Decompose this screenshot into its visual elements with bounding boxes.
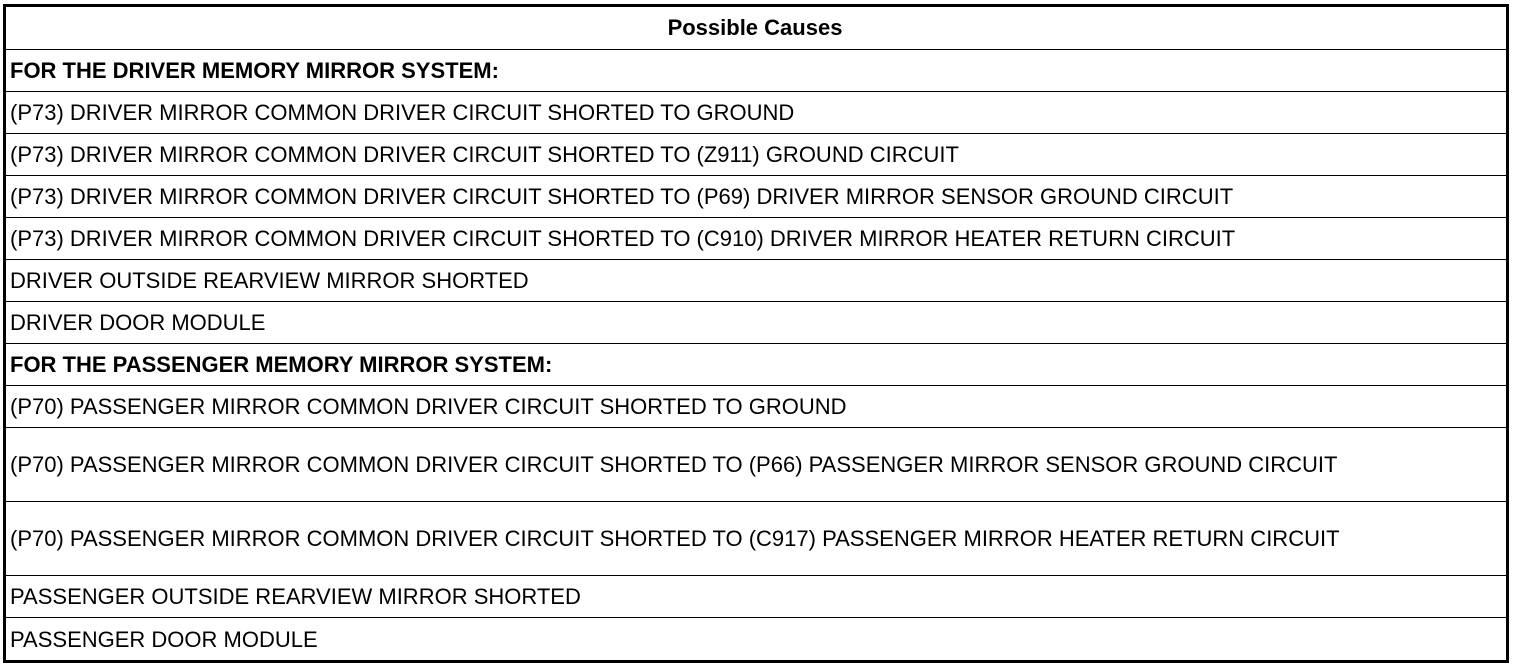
table-row [6,133,1506,175]
table-row [6,260,1506,302]
table-row [6,618,1506,660]
table-row [6,302,1506,344]
table-header-row [6,7,1506,49]
table-row-section-driver [6,49,1506,91]
table-row [6,217,1506,259]
table-row [6,91,1506,133]
possible-causes-table-frame [3,4,1509,663]
cause-item: (P73) DRIVER MIRROR COMMON DRIVER CIRCUIT SHORTED TO GROUND [6,91,1506,133]
table-header: Possible Causes [667,15,843,41]
section-heading-passenger: FOR THE PASSENGER MEMORY MIRROR SYSTEM: [6,344,1506,386]
table-row-section-passenger [6,344,1506,386]
cause-item: (P70) PASSENGER MIRROR COMMON DRIVER CIRCUIT SHORTED TO GROUND [6,386,1506,428]
possible-causes-table [6,7,1506,660]
cause-item: PASSENGER OUTSIDE REARVIEW MIRROR SHORTED [6,576,1506,618]
section-heading-driver: FOR THE DRIVER MEMORY MIRROR SYSTEM: [6,49,1506,91]
table-row [6,502,1506,576]
cause-item: (P73) DRIVER MIRROR COMMON DRIVER CIRCUIT SHORTED TO (P69) DRIVER MIRROR SENSOR GROUND CIRCUIT [6,175,1506,217]
cause-item: PASSENGER DOOR MODULE [6,618,1506,660]
table-row [6,386,1506,428]
cause-item: (P70) PASSENGER MIRROR COMMON DRIVER CIRCUIT SHORTED TO (C917) PASSENGER MIRROR HEATER RETURN CIRCUIT [6,502,1506,576]
cause-item: (P73) DRIVER MIRROR COMMON DRIVER CIRCUIT SHORTED TO (Z911) GROUND CIRCUIT [6,133,1506,175]
cause-item: (P73) DRIVER MIRROR COMMON DRIVER CIRCUIT SHORTED TO (C910) DRIVER MIRROR HEATER RETURN CIRCUIT [6,217,1506,259]
cause-item: (P70) PASSENGER MIRROR COMMON DRIVER CIRCUIT SHORTED TO (P66) PASSENGER MIRROR SENSOR GROUND CIRCUIT [6,428,1506,502]
cause-item: DRIVER OUTSIDE REARVIEW MIRROR SHORTED [6,260,1506,302]
table-row [6,576,1506,618]
cause-item: DRIVER DOOR MODULE [6,302,1506,344]
table-row [6,428,1506,502]
table-row [6,175,1506,217]
